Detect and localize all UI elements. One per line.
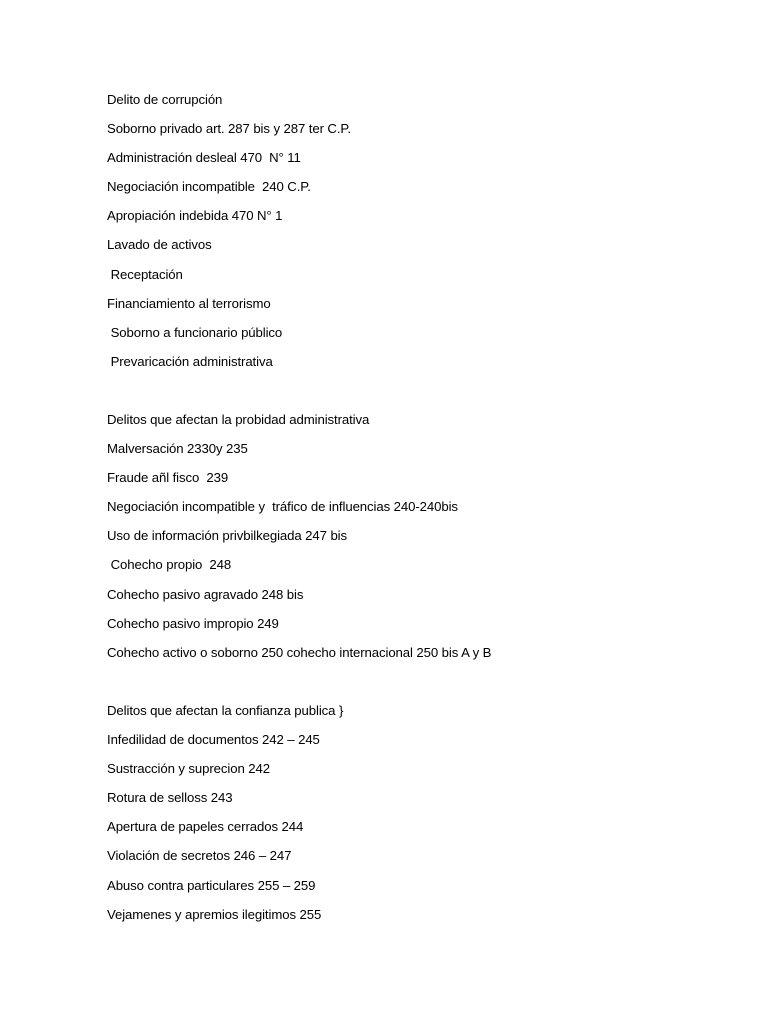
list-item: Receptación [107,266,183,282]
list-item: Apropiación indebida 470 N° 1 [107,208,283,224]
list-item: Cohecho pasivo impropio 249 [107,615,279,631]
list-item: Cohecho activo o soborno 250 cohecho internacional 250 bis A y B [107,644,492,660]
list-item: Sustracción y suprecion 242 [107,761,270,777]
list-item: Soborno a funcionario público [107,324,283,340]
section-corruption [107,90,727,381]
list-item: Prevaricación administrativa [107,353,273,369]
list-item: Apertura de papeles cerrados 244 [107,819,304,835]
list-item: Infedilidad de documentos 242 – 245 [107,732,320,748]
list-item: Cohecho propio 248 [107,557,232,573]
section-public-trust [107,701,727,934]
section-heading: Delitos que afectan la probidad administrativa [107,412,370,427]
list-item: Cohecho pasivo agravado 248 bis [107,586,304,602]
list-item: Violación de secretos 246 – 247 [107,848,292,864]
list-item: Rotura de selloss 243 [107,790,233,806]
section-heading: Delito de corrupción [107,92,223,107]
list-item: Vejamenes y apremios ilegitimos 255 [107,906,322,922]
list-item: Administración desleal 470 N° 11 [107,150,301,166]
section-probity [107,410,727,672]
list-item: Uso de información privbilkegiada 247 bis [107,528,348,544]
list-item: Abuso contra particulares 255 – 259 [107,877,316,893]
list-item: Fraude añl fisco 239 [107,470,229,486]
list-item: Lavado de activos [107,237,212,253]
list-item: Soborno privado art. 287 bis y 287 ter C.P. [107,121,351,137]
list-item: Malversación 2330y 235 [107,441,248,457]
list-item: Negociación incompatible y tráfico de influencias 240-240bis [107,499,458,515]
list-item: Financiamiento al terrorismo [107,295,271,311]
section-heading: Delitos que afectan la confianza publica } [107,703,344,718]
list-item: Negociación incompatible 240 C.P. [107,179,311,195]
